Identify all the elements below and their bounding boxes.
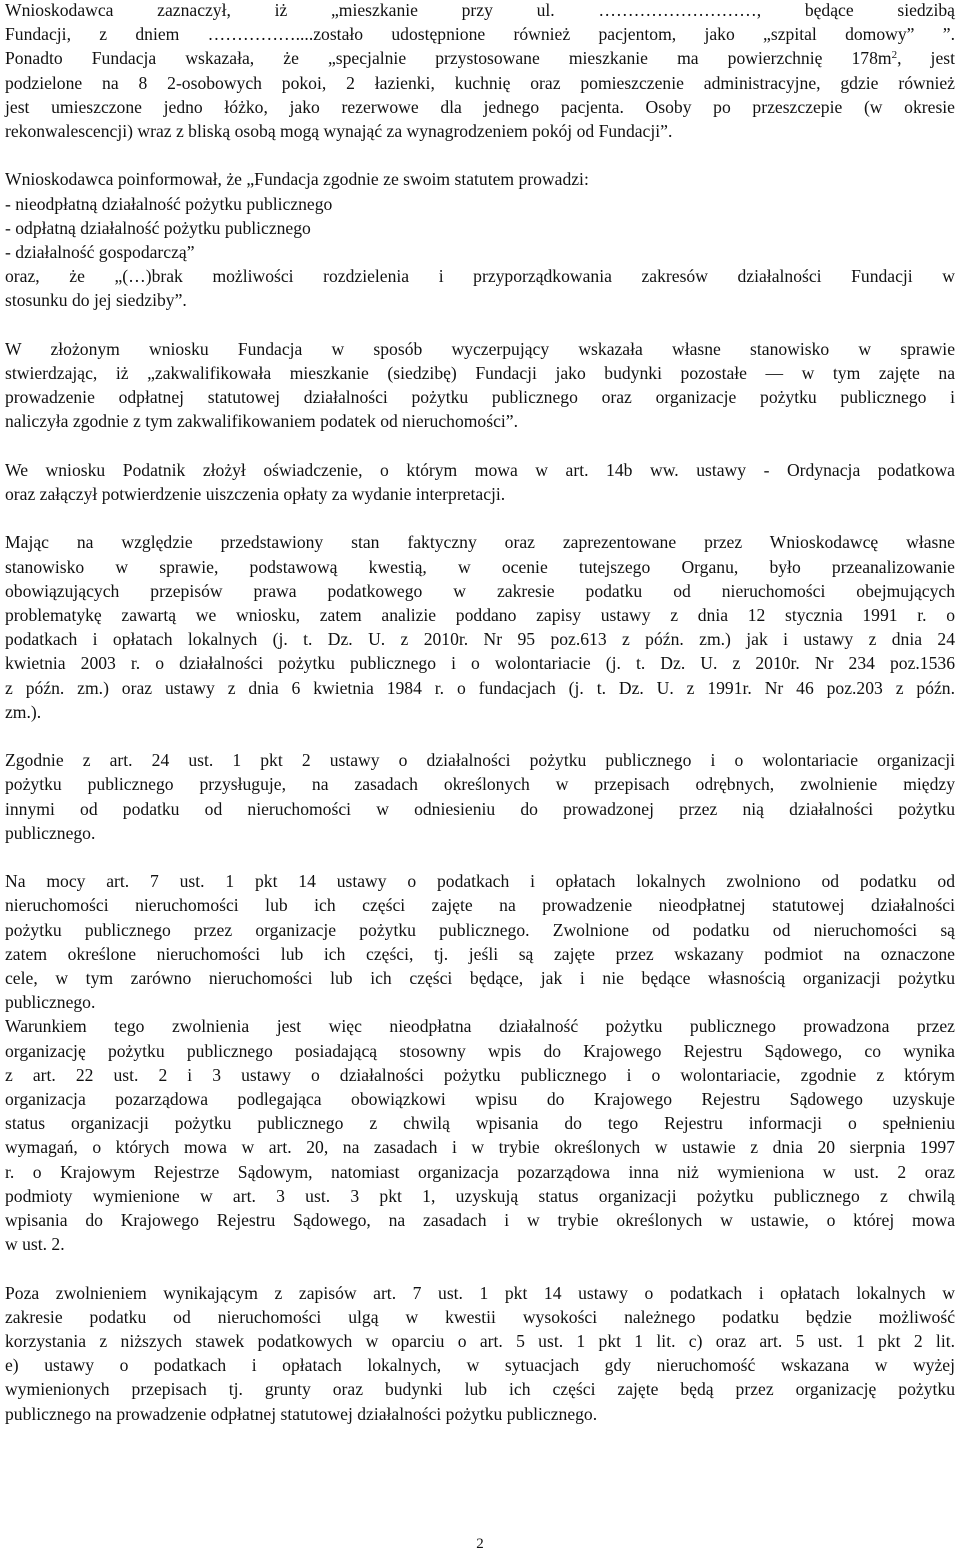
text-line: oraz załączył potwierdzenie uiszczenia opłaty za wydanie interpretacji. (5, 484, 506, 505)
text-line: wymagań, o których mowa w art. 20, na zasadach i w trybie określonych w ustawie z dnia 20 sierpnia 1997 (5, 1137, 955, 1158)
text-line: oraz, że „(…)brak możliwości rozdzielenia i przyporządkowania zakresów działalności Fundacji w (5, 266, 955, 287)
text-line: stosunku do jej siedziby”. (5, 290, 187, 311)
paragraph-applicant-position (5, 337, 955, 434)
text-line: obowiązujących przepisów prawa podatkowego w zakresie podatku od nieruchomości obejmujących (5, 580, 955, 601)
text-line: stwierdzając, iż „zakwalifikowała mieszkanie (siedzibę) Fundacji jako budynki pozostałe — w tym zajęte na (5, 363, 955, 384)
text-fragment: Ponadto Fundacja wskazała, że „specjalnie przystosowane mieszkanie ma powierzchnię 178m (5, 48, 892, 69)
text-line: naliczyła zgodnie z tym zakwalifikowaniem podatek od nieruchomości”. (5, 411, 518, 432)
text-line: e) ustawy o podatkach i opłatach lokalnych, w sytuacjach gdy nieruchomość wskazana w wyżej (5, 1355, 955, 1376)
text-line: Na mocy art. 7 ust. 1 pkt 14 ustawy o podatkach i opłatach lokalnych zwolniono od podatku od (5, 871, 955, 892)
text-fragment: , jest (897, 48, 955, 69)
paragraph-apartment-description (5, 0, 955, 143)
text-line: Zgodnie z art. 24 ust. 1 pkt 2 ustawy o działalności pożytku publicznego i o wolontariacie organizacji (5, 750, 955, 771)
list-item: - działalność gospodarczą” (5, 242, 195, 263)
text-line: stanowisko w sprawie, podstawową kwestią, w ocenie tutejszego Organu, było przeanalizowanie (5, 556, 955, 577)
paragraph-art-24 (5, 748, 955, 845)
text-line: organizację pożytku publicznego posiadającą stosowny wpis do Krajowego Rejestru Sądowego, co wynika (5, 1040, 955, 1061)
paragraph-exemption-condition (5, 1014, 955, 1256)
text-line: publicznego. (5, 822, 96, 843)
text-line: W złożonym wniosku Fundacja w sposób wyczerpujący wskazała własne stanowisko w sprawie (5, 338, 955, 359)
text-line: We wniosku Podatnik złożył oświadczenie, o którym mowa w art. 14b ww. ustawy - Ordynacja podatkowa (5, 459, 955, 480)
text-line: Fundacji, z dniem ……………....zostało udostępnione również pacjentom, jako „szpital domowy” ”. (5, 24, 955, 45)
paragraph-declaration (5, 458, 955, 506)
text-line: wymienionych przepisach tj. grunty oraz budynki lub ich części zajęte będą przez organizację pożytku (5, 1379, 955, 1400)
text-line: Warunkiem tego zwolnienia jest więc nieodpłatna działalność pożytku publicznego prowadzona przez (5, 1016, 955, 1037)
list-item: - odpłatną działalność pożytku publicznego (5, 217, 311, 238)
text-line: Wnioskodawca zaznaczył, iż „mieszkanie przy ul. ………………………, będące siedzibą (5, 0, 955, 20)
text-line: w ust. 2. (5, 1234, 65, 1255)
text-line: Mając na względzie przedstawiony stan faktyczny oraz zaprezentowane przez Wnioskodawcę własne (5, 532, 955, 553)
text-line: podmioty wymienione w art. 3 ust. 3 pkt 1, uzyskują status organizacji pożytku publicznego z chwilą (5, 1185, 955, 1206)
text-line: innymi od podatku od nieruchomości w odniesieniu do prowadzonej przez nią działalności pożytku (5, 798, 955, 819)
text-line: rekonwalescencji) wraz z bliską osobą mogą wynająć za wynagrodzeniem pokój od Fundacji”. (5, 121, 673, 142)
text-line: podzielone na 8 2-osobowych pokoi, 2 łazienki, kuchnię oraz pomieszczenie administracyjne, gdzie również (5, 72, 955, 93)
text-line: z późn. zm.) oraz ustawy z dnia 6 kwietnia 1984 r. o fundacjach (j. t. Dz. U. z 1991r. Nr 46 poz.203 z późn. (5, 677, 955, 698)
text-line: zatem określone nieruchomości lub ich części, tj. jeśli są zajęte przez wskazany podmiot na oznaczone (5, 943, 955, 964)
text-line: Poza zwolnieniem wynikającym z zapisów art. 7 ust. 1 pkt 14 ustawy o podatkach i opłatach lokalnych w (5, 1282, 955, 1303)
text-line: prowadzenie odpłatnej statutowej działalności pożytku publicznego oraz organizacje pożytku publicznego i (5, 387, 955, 408)
text-line: Wnioskodawca poinformował, że „Fundacja zgodnie ze swoim statutem prowadzi: (5, 169, 589, 190)
paragraph-legal-analysis (5, 530, 955, 724)
text-line: kwietnia 2003 r. o działalności pożytku publicznego i o wolontariacie (j. t. Dz. U. z 2010r. Nr 234 poz.1536 (5, 653, 955, 674)
text-line: cele, w tym zarówno nieruchomości lub ich części będące, jak i nie będące własnością organizacji pożytku (5, 968, 955, 989)
text-line: z art. 22 ust. 2 i 3 ustawy o działalności pożytku publicznego i o wolontariacie, zgodnie z którym (5, 1064, 955, 1085)
text-line: pożytku publicznego przez organizacje pożytku publicznego. Zwolnione od podatku od nieruchomości są (5, 919, 955, 940)
superscript: 2 (891, 49, 898, 62)
text-line: jest umieszczone jedno łóżko, jako rezerwowe dla jednego pacjenta. Osoby po przeszczepie (w okresie (5, 96, 955, 117)
text-line: publicznego na prowadzenie odpłatnej statutowej działalności pożytku publicznego. (5, 1403, 598, 1424)
text-line: status organizacji pożytku publicznego z chwilą wpisania do tego Rejestru informacji o spełnieniu (5, 1113, 955, 1134)
text-line: wpisania do Krajowego Rejestru Sądowego, na zasadach i w trybie określonych w ustawie, o której mowa (5, 1210, 955, 1231)
text-line: podatkach i opłatach lokalnych (j. t. Dz. U. z 2010r. Nr 95 poz.613 z późn. zm.) jak i ustawy z dnia 24 (5, 629, 955, 650)
text-line: r. o Krajowym Rejestrze Sądowym, natomiast organizacja pozarządowa inna niż wymieniona w ust. 2 oraz (5, 1161, 955, 1182)
text-line: nieruchomości nieruchomości lub ich części zajęte na prowadzenie nieodpłatnej statutowej działalności (5, 895, 955, 916)
text-line (5, 46, 955, 70)
text-line: pożytku publicznego przysługuje, na zasadach określonych w przepisach odrębnych, zwolnienie między (5, 774, 955, 795)
page-number: 2 (476, 1536, 484, 1552)
paragraph-art-7 (5, 869, 955, 1014)
text-line: problematykę zawartą we wniosku, zatem analizie poddano zapisy ustawy z dnia 12 stycznia 1991 r. o (5, 605, 955, 626)
list-item: - nieodpłatną działalność pożytku publicznego (5, 193, 333, 214)
text-line: organizacja pozarządowa podlegająca obowiązkowi wpisu do Krajowego Rejestru Sądowego uzyskuje (5, 1089, 955, 1110)
text-line: korzystania z niższych stawek podatkowych w oparciu o art. 5 ust. 1 pkt 1 lit. c) oraz art. 5 ust. 1 pkt 2 lit. (5, 1331, 955, 1352)
text-line: zm.). (5, 701, 42, 722)
text-line: publicznego. (5, 992, 96, 1013)
document-page (5, 0, 955, 1450)
paragraph-lower-rates (5, 1281, 955, 1426)
text-line: zakresie podatku od nieruchomości ulgą w kwestii wysokości należnego podatku będzie możliwość (5, 1306, 955, 1327)
paragraph-statute-activities (5, 167, 955, 312)
